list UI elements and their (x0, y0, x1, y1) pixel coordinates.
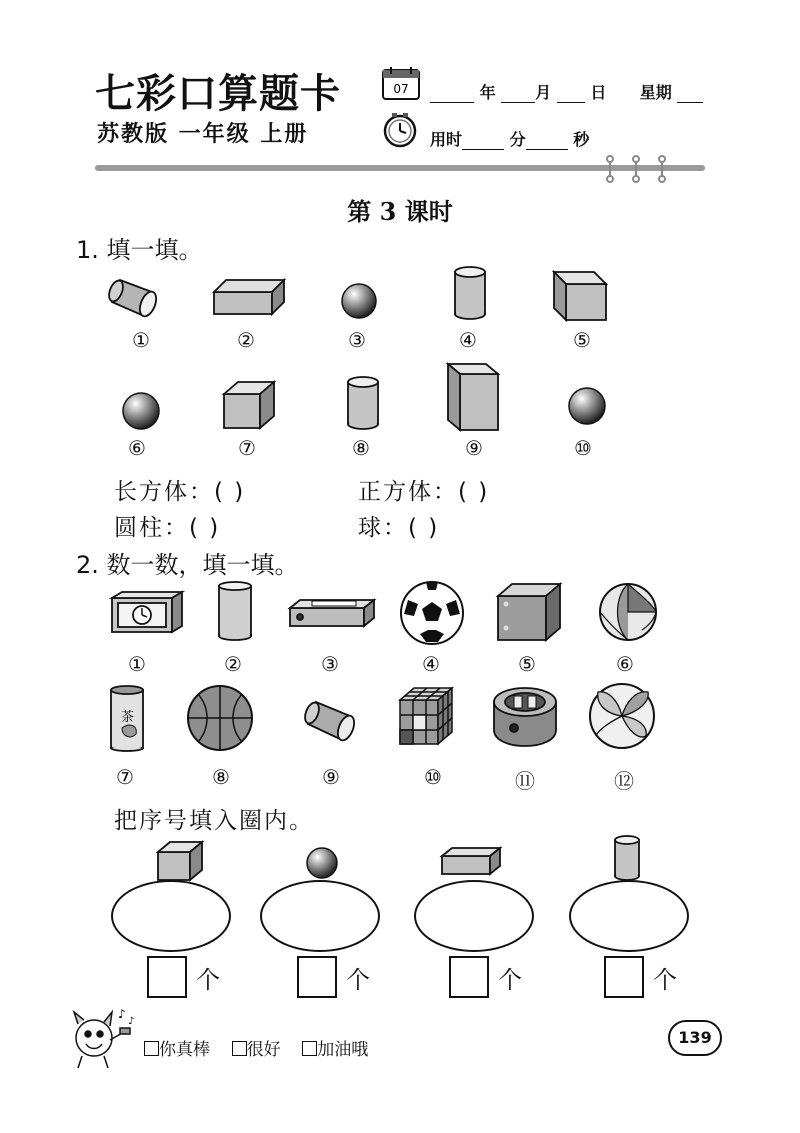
q1-label-6: ⑥ (128, 436, 146, 460)
q2-object-9-cylinder-lying (304, 696, 364, 746)
q1-label-4: ④ (459, 328, 477, 352)
q1-shape-10-sphere (567, 386, 607, 426)
q2-label-12: ⑫ (614, 769, 634, 793)
rating-try-label: 加油哦 (317, 1040, 369, 1060)
sphere-answer-circle[interactable] (260, 880, 380, 952)
q2-title: 2. 数一数，填一填。 (76, 551, 299, 579)
sphere-unit-label: 个 (346, 966, 370, 994)
day-blank[interactable] (557, 86, 585, 103)
q2-label-9: ⑨ (322, 765, 340, 789)
rating-great-label: 你真棒 (159, 1040, 210, 1060)
weekday-blank[interactable] (677, 86, 703, 103)
q1-label-10: ⑩ (574, 436, 592, 460)
rating-options (144, 1035, 368, 1060)
q1-label-2: ② (237, 328, 255, 352)
cuboid-count-box[interactable] (449, 956, 489, 998)
cylinder-answer-circle[interactable] (569, 880, 689, 952)
binding-rings-icon (600, 155, 670, 183)
edition-subtitle: 苏教版 一年级 上册 (97, 122, 309, 147)
rating-good-checkbox[interactable] (232, 1041, 247, 1056)
brand-title: 七彩口算题卡 (95, 70, 341, 117)
mascot-icon (68, 1004, 140, 1070)
calendar-icon (382, 66, 420, 100)
q2-object-7-tea-can (108, 684, 146, 752)
cuboid-unit-label: 个 (498, 966, 522, 994)
q1-shape-4-cylinder (452, 265, 488, 321)
weekday-label: 星期 (639, 83, 672, 102)
second-label: 秒 (573, 130, 590, 149)
cylinder-answer-field[interactable]: 圆柱：( ) (114, 515, 221, 541)
minute-label: 分 (509, 130, 526, 149)
q2-object-2-cylinder-cup (216, 580, 254, 642)
q1-shape-7-cube (222, 380, 278, 430)
cube-unit-label: 个 (196, 966, 220, 994)
svg-text:♪: ♪ (128, 1016, 135, 1027)
q2-object-1-clock-box (110, 590, 184, 634)
q2-label-6: ⑥ (616, 652, 634, 676)
q1-label-8: ⑧ (352, 436, 370, 460)
q1-shape-3-sphere (340, 282, 378, 320)
cube-count-box[interactable] (147, 956, 187, 998)
rating-try-checkbox[interactable] (302, 1041, 317, 1056)
q1-label-5: ⑤ (573, 328, 591, 352)
q2-object-11-sharpener (490, 684, 560, 750)
q2-object-8-basketball (186, 684, 254, 752)
q1-shape-2-cuboid (212, 278, 286, 316)
q1-label-7: ⑦ (238, 436, 256, 460)
second-blank[interactable] (526, 133, 568, 150)
q2-label-2: ② (224, 652, 242, 676)
q1-shape-9-cuboid-tall (446, 362, 502, 432)
q2-instruction: 把序号填入圈内。 (114, 808, 314, 834)
time-label: 用时 (430, 130, 463, 149)
q2-object-5-cube-box (496, 582, 562, 642)
q2-label-7: ⑦ (116, 765, 134, 789)
q2-object-3-pencil-box (288, 598, 378, 628)
q2-label-3: ③ (321, 652, 339, 676)
q2-object-4-soccer-ball (398, 580, 468, 646)
q2-label-1: ① (128, 652, 146, 676)
q2-label-4: ④ (422, 652, 440, 676)
q1-shape-5-cube (552, 270, 608, 322)
cylinder-unit-label: 个 (653, 966, 677, 994)
time-line (430, 127, 589, 150)
page-number: 139 (668, 1020, 722, 1056)
category-cube-icon (156, 840, 204, 882)
cuboid-answer-circle[interactable] (414, 880, 534, 952)
q2-label-5: ⑤ (518, 652, 536, 676)
q2-label-8: ⑧ (212, 765, 230, 789)
q2-label-11: ⑪ (515, 769, 535, 793)
lesson-title: 第 3 课时 (347, 197, 453, 226)
year-label: 年 (479, 83, 496, 102)
q1-title: 1. 填一填。 (76, 236, 203, 264)
date-line (430, 80, 703, 103)
tea-char: 茶 (121, 710, 135, 725)
day-label: 日 (590, 83, 607, 102)
q1-label-1: ① (132, 328, 150, 352)
category-cylinder-icon (612, 834, 642, 882)
cube-answer-field[interactable]: 正方体：( ) (358, 479, 490, 505)
svg-text:♪: ♪ (118, 1007, 126, 1021)
q2-object-10-rubiks-cube (398, 686, 456, 748)
minute-blank[interactable] (462, 133, 504, 150)
sphere-answer-field[interactable]: 球：( ) (358, 515, 440, 541)
q1-label-3: ③ (348, 328, 366, 352)
sphere-count-box[interactable] (297, 956, 337, 998)
cuboid-answer-field[interactable]: 长方体：( ) (114, 479, 246, 505)
year-blank[interactable] (430, 86, 474, 103)
category-cuboid-icon (440, 846, 502, 876)
clock-icon (382, 112, 418, 148)
q1-shape-8-cylinder (345, 374, 381, 432)
category-sphere-icon (305, 846, 339, 880)
cylinder-count-box[interactable] (604, 956, 644, 998)
rating-good-label: 很好 (246, 1040, 281, 1060)
q2-object-12-volleyball (588, 682, 658, 750)
q1-shape-6-sphere (121, 391, 161, 431)
month-label: 月 (535, 83, 552, 102)
calendar-number: 07 (393, 82, 409, 96)
q2-object-6-beach-ball (598, 582, 658, 642)
cube-answer-circle[interactable] (111, 880, 231, 952)
q1-label-9: ⑨ (465, 436, 483, 460)
rating-great-checkbox[interactable] (144, 1041, 159, 1056)
q2-label-10: ⑩ (424, 765, 442, 789)
month-blank[interactable] (501, 86, 535, 103)
q1-shape-1-cylinder-lying (108, 272, 168, 322)
